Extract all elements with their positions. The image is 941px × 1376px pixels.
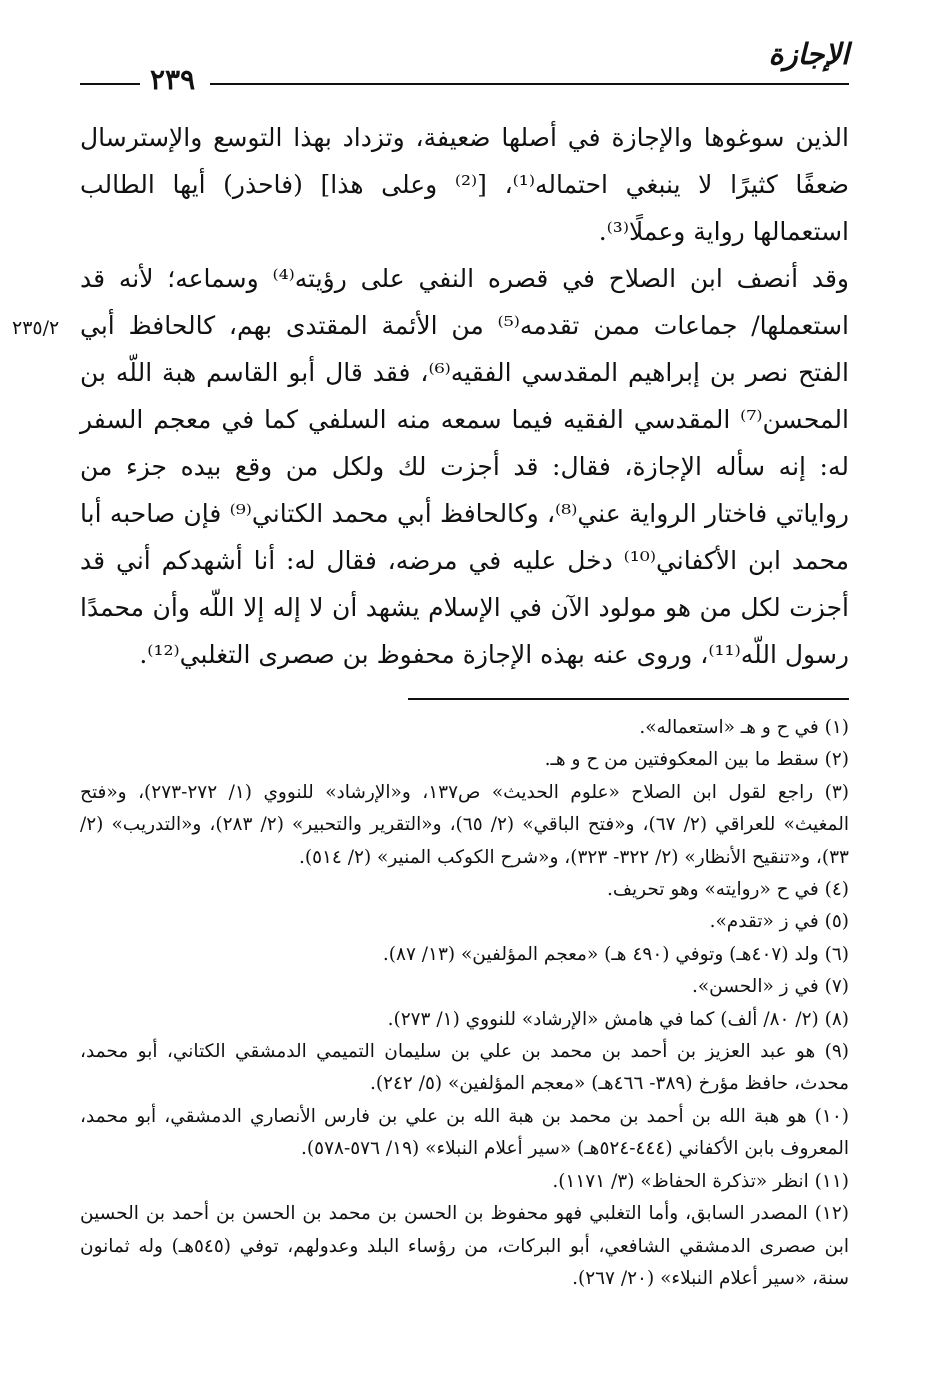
page-number: ٢٣٩: [150, 63, 196, 96]
footnote: (٢) سقط ما بين المعكوفتين من ح و هـ.: [544, 749, 849, 771]
margin-page-reference: ٢٣٥/٢: [12, 317, 60, 339]
header-rule-left: [80, 83, 140, 85]
footnote: (١٠) هو هبة الله بن أحمد بن محمد بن هبة الله بن علي بن فارس الأنصاري الدمشقي، أبو محمد، المعروف بابن الأكفاني (٤٤٤-٥٢٤هـ) «سير أعلام النبلاء» (١٩/ ٥٧٦-٥٧٨).: [80, 1105, 849, 1160]
footnote: (٨) (٢/ ٨٠/ ألف) كما في هامش «الإرشاد» للنووي (١/ ٢٧٣).: [387, 1008, 849, 1030]
footnote: (١٢) المصدر السابق، وأما التغلبي فهو محفوظ بن الحسن بن محمد بن الحسن بن أحمد بن الحسين ابن صصرى الدمشقي الشافعي، أبو البركات، من رؤساء البلد وعدولهم، توفي (٥٤٥هـ) وله ثمانون سنة، «سير أعلام النبلاء» (٢٠/ ٢٦٧).: [80, 1203, 850, 1289]
header-rule: [210, 83, 849, 85]
footnote: (٤) في ح «روايته» وهو تحريف.: [606, 879, 849, 901]
footnote: (٩) هو عبد العزيز بن أحمد بن محمد بن علي بن سليمان التميمي الدمشقي الكتاني، أبو محمد، محدث، حافظ مؤرخ (٣٨٩- ٤٦٦هـ) «معجم المؤلفين» (٥/ ٢٤٢).: [80, 1041, 849, 1095]
footnote: (٥) في ز «تقدم».: [709, 911, 849, 933]
footnote-separator: [408, 698, 849, 700]
running-header-title: الإجازة: [768, 37, 849, 71]
footnote: (١١) انظر «تذكرة الحفاظ» (٣/ ١١٧١).: [552, 1170, 849, 1192]
footnotes: [80, 712, 849, 1295]
footnote: (٣) راجع لقول ابن الصلاح «علوم الحديث» ص١٣٧، و«الإرشاد» للنووي (١/ ٢٧٢-٢٧٣)، و«فتح المغيث» للعراقي (٢/ ٦٧)، و«فتح الباقي» (٢/ ٦٥)، و«التقرير والتحبير» (٢/ ٢٨٣)، و«التدريب» (٢/ ٣٣)، و«تنقيح الأنظار» (٢/ ٣٢٢- ٣٢٣)، و«شرح الكوكب المنير» (٢/ ٥١٤).: [80, 781, 849, 868]
footnote: (٦) ولد (٤٠٧هـ) وتوفي (٤٩٠ هـ) «معجم المؤلفين» (١٣/ ٨٧).: [382, 943, 849, 965]
footnote: (٧) في ز «الحسن».: [691, 976, 849, 998]
footnote: (١) في ح و هـ «استعماله».: [639, 717, 849, 738]
main-text: الذين سوغوها والإجازة في أصلها ضعيفة، وتزداد بهذا التوسع والإسترسال ضعفًا كثيرًا لا ينبغي احتماله⁽¹⁾، [⁽²⁾ وعلى هذا] (فاحذر) أيها الطالب استعمالها رواية وعملًا⁽³⁾. وقد أنصف ابن الصلاح في قصره النفي على رؤيته⁽⁴⁾ وسماعه؛ لأنه قد استعملها/ جماعات ممن تقدمه⁽⁵⁾ من الأئمة المقتدى بهم، كالحافظ أبي الفتح نصر بن إبراهيم المقدسي الفقيه⁽⁶⁾، فقد قال أبو القاسم هبة اللّه بن المحسن⁽⁷⁾ المقدسي الفقيه فيما سمعه منه السلفي كما في معجم السفر له: إنه سأله الإجازة، فقال: قد أجزت لك ولكل من وقع بيده جزء من رواياتي فاختار الرواية عني⁽⁸⁾، وكالحافظ أبي محمد الكتاني⁽⁹⁾ فإن صاحبه أبا محمد ابن الأكفاني⁽¹⁰⁾ دخل عليه في مرضه، فقال له: أنا أشهدكم أني قد أجزت لكل من هو مولود الآن في الإسلام يشهد أن لا إله إلا اللّه وأن محمدًا رسول اللّه⁽¹¹⁾، وروى عنه بهذه الإجازة محفوظ بن صصرى التغلبي⁽¹²⁾.: [80, 123, 850, 669]
